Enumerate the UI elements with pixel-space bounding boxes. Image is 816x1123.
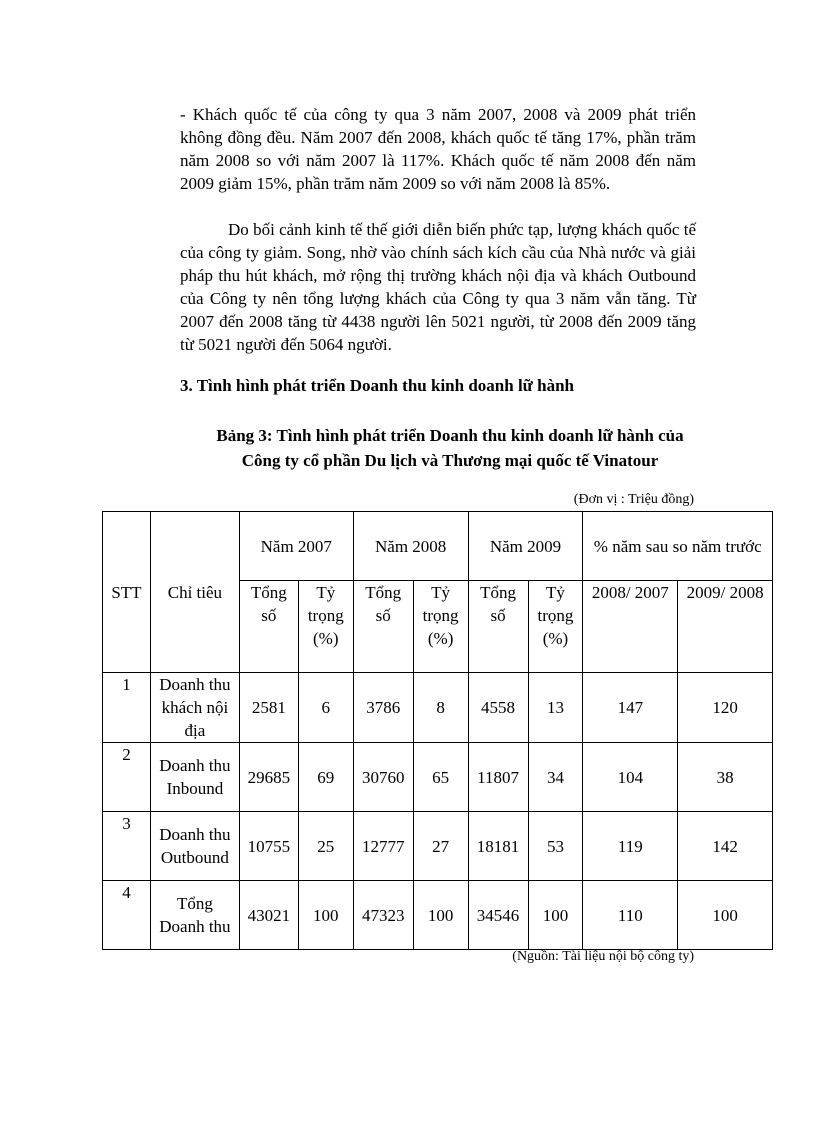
cell-stt: 2 xyxy=(103,743,151,812)
cell-value: 3786 xyxy=(353,673,413,743)
table-caption xyxy=(150,423,750,473)
cell-value: 8 xyxy=(413,673,468,743)
paragraph-intl-guests: - Khách quốc tế của công ty qua 3 năm 2007, 2008 và 2009 phát triển không đồng đều. Năm 2007 đến 2008, khách quốc tế tăng 17%, phần trăm năm 2008 so với năm 2007 là 117%. Khách quốc tế năm 2008 đến năm 2009 giảm 15%, phần trăm năm 2009 so với năm 2008 là 85%. xyxy=(180,105,696,193)
header-2007: Năm 2007 xyxy=(239,512,353,581)
cell-value: 100 xyxy=(413,881,468,950)
cell-value: 47323 xyxy=(353,881,413,950)
cell-value: 69 xyxy=(298,743,353,812)
cell-value: 104 xyxy=(583,743,678,812)
cell-value: 142 xyxy=(678,812,773,881)
table-caption-line2: Công ty cổ phần Du lịch và Thương mại quốc tế Vinatour xyxy=(241,451,659,470)
table-header-row xyxy=(103,512,773,581)
cell-value: 43021 xyxy=(239,881,298,950)
header-2008: Năm 2008 xyxy=(353,512,468,581)
unit-note: (Đơn vị : Triệu đồng) xyxy=(573,492,694,507)
header-tong-so: Tổng số xyxy=(353,581,413,673)
cell-value: 27 xyxy=(413,812,468,881)
section-title: 3. Tình hình phát triển Doanh thu kinh doanh lữ hành xyxy=(180,376,574,395)
cell-value: 120 xyxy=(678,673,773,743)
header-2009-2008: 2009/ 2008 xyxy=(678,581,773,673)
header-chi-tieu: Chỉ tiêu xyxy=(150,512,239,673)
cell-value: 110 xyxy=(583,881,678,950)
cell-value: 10755 xyxy=(239,812,298,881)
header-tong-so: Tổng số xyxy=(468,581,528,673)
table-row xyxy=(103,812,773,881)
cell-value: 34 xyxy=(528,743,583,812)
cell-label: Tổng Doanh thu xyxy=(150,881,239,950)
header-ty-trong: Tỷ trọng (%) xyxy=(413,581,468,673)
header-ty-trong: Tỷ trọng (%) xyxy=(298,581,353,673)
cell-stt: 3 xyxy=(103,812,151,881)
table-row xyxy=(103,743,773,812)
cell-value: 29685 xyxy=(239,743,298,812)
cell-value: 100 xyxy=(528,881,583,950)
header-stt: STT xyxy=(103,512,151,673)
cell-label: Doanh thu Outbound xyxy=(150,812,239,881)
source-note: (Nguồn: Tài liệu nội bộ công ty) xyxy=(512,949,694,964)
cell-value: 2581 xyxy=(239,673,298,743)
cell-value: 25 xyxy=(298,812,353,881)
cell-value: 18181 xyxy=(468,812,528,881)
cell-value: 13 xyxy=(528,673,583,743)
cell-value: 53 xyxy=(528,812,583,881)
cell-value: 147 xyxy=(583,673,678,743)
cell-value: 100 xyxy=(678,881,773,950)
cell-label: Doanh thu khách nội địa xyxy=(150,673,239,743)
table-caption-line1: Bảng 3: Tình hình phát triển Doanh thu kinh doanh lữ hành của xyxy=(216,426,684,445)
cell-value: 11807 xyxy=(468,743,528,812)
cell-value: 65 xyxy=(413,743,468,812)
cell-value: 38 xyxy=(678,743,773,812)
header-tong-so: Tổng số xyxy=(239,581,298,673)
cell-value: 100 xyxy=(298,881,353,950)
cell-value: 6 xyxy=(298,673,353,743)
cell-value: 4558 xyxy=(468,673,528,743)
cell-value: 34546 xyxy=(468,881,528,950)
table-row xyxy=(103,881,773,950)
cell-value: 30760 xyxy=(353,743,413,812)
header-2009: Năm 2009 xyxy=(468,512,583,581)
cell-stt: 4 xyxy=(103,881,151,950)
header-2008-2007: 2008/ 2007 xyxy=(583,581,678,673)
cell-value: 119 xyxy=(583,812,678,881)
paragraph-context: Do bối cảnh kinh tế thế giới diễn biến phức tạp, lượng khách quốc tế của công ty giảm. Song, nhờ vào chính sách kích cầu của Nhà nước và giải pháp thu hút khách, mở rộng thị trường khách nội địa và khách Outbound của Công ty nên tổng lượng khách của Công ty qua 3 năm vẫn tăng. Từ 2007 đến 2008 tăng từ 4438 người lên 5021 người, từ 2008 đến 2009 tăng từ 5021 người đến 5064 người. xyxy=(180,220,696,354)
revenue-table xyxy=(102,511,773,950)
table-row xyxy=(103,673,773,743)
header-ty-trong: Tỷ trọng (%) xyxy=(528,581,583,673)
cell-value: 12777 xyxy=(353,812,413,881)
header-pct: % năm sau so năm trước xyxy=(583,512,773,581)
cell-label: Doanh thu Inbound xyxy=(150,743,239,812)
cell-stt: 1 xyxy=(103,673,151,743)
